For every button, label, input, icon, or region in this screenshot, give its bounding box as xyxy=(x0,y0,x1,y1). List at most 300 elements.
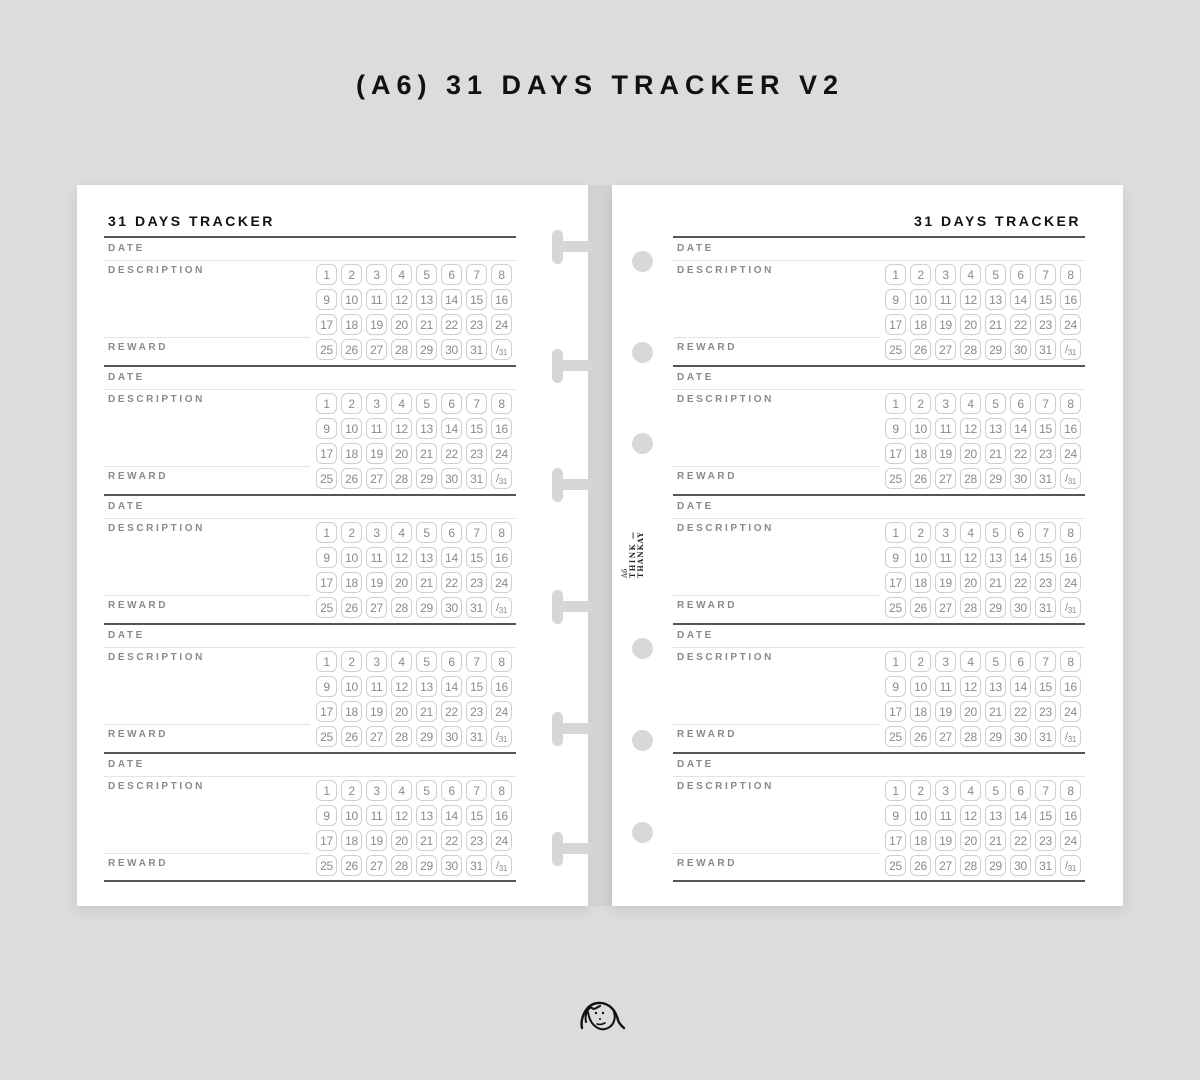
day-checkbox[interactable]: 8 xyxy=(491,393,512,414)
day-checkbox[interactable]: 20 xyxy=(391,572,412,593)
day-checkbox[interactable]: 26 xyxy=(910,726,931,747)
day-checkbox[interactable]: 20 xyxy=(960,443,981,464)
day-checkbox[interactable]: 7 xyxy=(466,522,487,543)
day-checkbox[interactable]: 15 xyxy=(1035,805,1056,826)
day-checkbox[interactable]: 24 xyxy=(491,443,512,464)
day-checkbox[interactable]: 16 xyxy=(1060,289,1081,310)
day-checkbox[interactable]: 27 xyxy=(935,855,956,876)
day-checkbox[interactable]: 5 xyxy=(985,393,1006,414)
day-checkbox[interactable]: 16 xyxy=(1060,805,1081,826)
day-checkbox[interactable]: 17 xyxy=(885,830,906,851)
day-checkbox[interactable]: 3 xyxy=(366,393,387,414)
day-checkbox[interactable]: 18 xyxy=(910,830,931,851)
day-checkbox[interactable]: 23 xyxy=(466,443,487,464)
day-checkbox[interactable]: 5 xyxy=(985,780,1006,801)
day-checkbox[interactable]: 3 xyxy=(935,393,956,414)
description-field-line[interactable] xyxy=(104,595,310,596)
day-checkbox[interactable]: 26 xyxy=(341,339,362,360)
day-checkbox[interactable]: 4 xyxy=(960,780,981,801)
day-checkbox[interactable]: 14 xyxy=(441,547,462,568)
day-checkbox[interactable]: 22 xyxy=(1010,830,1031,851)
day-checkbox[interactable]: 13 xyxy=(416,418,437,439)
day-checkbox[interactable]: 8 xyxy=(491,264,512,285)
day-checkbox[interactable]: 26 xyxy=(910,855,931,876)
day-checkbox[interactable]: 2 xyxy=(341,393,362,414)
day-checkbox[interactable]: 8 xyxy=(491,522,512,543)
day-checkbox[interactable]: 11 xyxy=(366,547,387,568)
day-checkbox[interactable]: 2 xyxy=(910,780,931,801)
description-field-line[interactable] xyxy=(673,853,879,854)
day-checkbox[interactable]: 29 xyxy=(985,468,1006,489)
day-checkbox[interactable]: 8 xyxy=(1060,393,1081,414)
day-checkbox[interactable]: 19 xyxy=(366,443,387,464)
day-checkbox[interactable]: 24 xyxy=(491,314,512,335)
day-checkbox[interactable]: 12 xyxy=(391,805,412,826)
day-checkbox[interactable]: 30 xyxy=(1010,468,1031,489)
description-field-line[interactable] xyxy=(673,466,879,467)
day-checkbox[interactable]: 26 xyxy=(341,855,362,876)
total-days-box[interactable] xyxy=(491,468,512,489)
day-checkbox[interactable]: 21 xyxy=(416,830,437,851)
date-field-line[interactable] xyxy=(104,776,516,777)
total-days-box[interactable] xyxy=(1060,855,1081,876)
day-checkbox[interactable]: 16 xyxy=(1060,418,1081,439)
day-checkbox[interactable]: 27 xyxy=(935,339,956,360)
day-checkbox[interactable]: 13 xyxy=(416,805,437,826)
day-checkbox[interactable]: 23 xyxy=(1035,572,1056,593)
date-field-line[interactable] xyxy=(673,260,1085,261)
day-checkbox[interactable]: 29 xyxy=(416,468,437,489)
total-days-box[interactable] xyxy=(491,726,512,747)
day-checkbox[interactable]: 25 xyxy=(316,726,337,747)
day-checkbox[interactable]: 26 xyxy=(910,339,931,360)
day-checkbox[interactable]: 31 xyxy=(1035,855,1056,876)
day-checkbox[interactable]: 21 xyxy=(985,701,1006,722)
day-checkbox[interactable]: 22 xyxy=(1010,572,1031,593)
day-checkbox[interactable]: 18 xyxy=(910,314,931,335)
day-checkbox[interactable]: 15 xyxy=(466,289,487,310)
day-checkbox[interactable]: 10 xyxy=(341,547,362,568)
day-checkbox[interactable]: 6 xyxy=(1010,522,1031,543)
day-checkbox[interactable]: 4 xyxy=(391,522,412,543)
day-checkbox[interactable]: 11 xyxy=(366,676,387,697)
day-checkbox[interactable]: 18 xyxy=(341,314,362,335)
date-field-line[interactable] xyxy=(104,647,516,648)
day-checkbox[interactable]: 17 xyxy=(316,443,337,464)
day-checkbox[interactable]: 2 xyxy=(910,651,931,672)
day-checkbox[interactable]: 15 xyxy=(1035,547,1056,568)
day-checkbox[interactable]: 8 xyxy=(491,651,512,672)
day-checkbox[interactable]: 17 xyxy=(316,314,337,335)
day-checkbox[interactable]: 14 xyxy=(1010,805,1031,826)
day-checkbox[interactable]: 31 xyxy=(466,468,487,489)
day-checkbox[interactable]: 19 xyxy=(366,830,387,851)
day-checkbox[interactable]: 12 xyxy=(391,418,412,439)
day-checkbox[interactable]: 3 xyxy=(935,651,956,672)
day-checkbox[interactable]: 10 xyxy=(341,676,362,697)
day-checkbox[interactable]: 17 xyxy=(885,443,906,464)
day-checkbox[interactable]: 15 xyxy=(466,547,487,568)
day-checkbox[interactable]: 21 xyxy=(416,701,437,722)
day-checkbox[interactable]: 20 xyxy=(391,830,412,851)
day-checkbox[interactable]: 18 xyxy=(341,830,362,851)
day-checkbox[interactable]: 9 xyxy=(885,418,906,439)
day-checkbox[interactable]: 19 xyxy=(935,572,956,593)
day-checkbox[interactable]: 27 xyxy=(366,855,387,876)
day-checkbox[interactable]: 13 xyxy=(985,676,1006,697)
day-checkbox[interactable]: 23 xyxy=(1035,830,1056,851)
day-checkbox[interactable]: 29 xyxy=(416,597,437,618)
day-checkbox[interactable]: 21 xyxy=(416,443,437,464)
day-checkbox[interactable]: 11 xyxy=(935,676,956,697)
day-checkbox[interactable]: 31 xyxy=(466,855,487,876)
day-checkbox[interactable]: 2 xyxy=(341,522,362,543)
day-checkbox[interactable]: 11 xyxy=(935,418,956,439)
day-checkbox[interactable]: 22 xyxy=(441,314,462,335)
day-checkbox[interactable]: 31 xyxy=(466,726,487,747)
day-checkbox[interactable]: 30 xyxy=(1010,855,1031,876)
day-checkbox[interactable]: 16 xyxy=(491,418,512,439)
day-checkbox[interactable]: 13 xyxy=(985,547,1006,568)
day-checkbox[interactable]: 9 xyxy=(885,676,906,697)
day-checkbox[interactable]: 11 xyxy=(935,805,956,826)
day-checkbox[interactable]: 1 xyxy=(885,780,906,801)
day-checkbox[interactable]: 23 xyxy=(1035,314,1056,335)
day-checkbox[interactable]: 1 xyxy=(885,393,906,414)
day-checkbox[interactable]: 12 xyxy=(960,676,981,697)
day-checkbox[interactable]: 10 xyxy=(341,805,362,826)
day-checkbox[interactable]: 12 xyxy=(960,805,981,826)
date-field-line[interactable] xyxy=(104,389,516,390)
day-checkbox[interactable]: 30 xyxy=(441,597,462,618)
day-checkbox[interactable]: 29 xyxy=(985,726,1006,747)
day-checkbox[interactable]: 31 xyxy=(466,597,487,618)
day-checkbox[interactable]: 24 xyxy=(491,701,512,722)
day-checkbox[interactable]: 31 xyxy=(1035,339,1056,360)
day-checkbox[interactable]: 17 xyxy=(885,701,906,722)
day-checkbox[interactable]: 26 xyxy=(341,468,362,489)
day-checkbox[interactable]: 28 xyxy=(960,726,981,747)
day-checkbox[interactable]: 19 xyxy=(935,314,956,335)
total-days-box[interactable] xyxy=(491,597,512,618)
day-checkbox[interactable]: 27 xyxy=(366,468,387,489)
day-checkbox[interactable]: 4 xyxy=(391,393,412,414)
day-checkbox[interactable]: 1 xyxy=(316,780,337,801)
day-checkbox[interactable]: 18 xyxy=(341,443,362,464)
day-checkbox[interactable]: 5 xyxy=(985,522,1006,543)
day-checkbox[interactable]: 25 xyxy=(885,339,906,360)
day-checkbox[interactable]: 16 xyxy=(491,547,512,568)
day-checkbox[interactable]: 24 xyxy=(491,572,512,593)
day-checkbox[interactable]: 6 xyxy=(441,393,462,414)
day-checkbox[interactable]: 22 xyxy=(441,572,462,593)
day-checkbox[interactable]: 16 xyxy=(491,676,512,697)
day-checkbox[interactable]: 23 xyxy=(466,830,487,851)
day-checkbox[interactable]: 25 xyxy=(885,597,906,618)
day-checkbox[interactable]: 20 xyxy=(391,443,412,464)
day-checkbox[interactable]: 8 xyxy=(491,780,512,801)
day-checkbox[interactable]: 16 xyxy=(491,805,512,826)
day-checkbox[interactable]: 3 xyxy=(935,264,956,285)
day-checkbox[interactable]: 9 xyxy=(316,289,337,310)
day-checkbox[interactable]: 30 xyxy=(1010,339,1031,360)
day-checkbox[interactable]: 20 xyxy=(960,314,981,335)
day-checkbox[interactable]: 17 xyxy=(885,572,906,593)
day-checkbox[interactable]: 3 xyxy=(935,780,956,801)
day-checkbox[interactable]: 2 xyxy=(341,651,362,672)
day-checkbox[interactable]: 15 xyxy=(1035,418,1056,439)
day-checkbox[interactable]: 21 xyxy=(985,443,1006,464)
total-days-box[interactable] xyxy=(1060,468,1081,489)
total-days-box[interactable] xyxy=(1060,597,1081,618)
day-checkbox[interactable]: 10 xyxy=(910,676,931,697)
day-checkbox[interactable]: 7 xyxy=(466,780,487,801)
day-checkbox[interactable]: 24 xyxy=(1060,443,1081,464)
day-checkbox[interactable]: 1 xyxy=(316,651,337,672)
day-checkbox[interactable]: 3 xyxy=(366,780,387,801)
day-checkbox[interactable]: 5 xyxy=(416,522,437,543)
day-checkbox[interactable]: 29 xyxy=(985,855,1006,876)
day-checkbox[interactable]: 24 xyxy=(491,830,512,851)
day-checkbox[interactable]: 30 xyxy=(441,855,462,876)
day-checkbox[interactable]: 20 xyxy=(391,701,412,722)
day-checkbox[interactable]: 5 xyxy=(416,393,437,414)
day-checkbox[interactable]: 10 xyxy=(910,418,931,439)
day-checkbox[interactable]: 13 xyxy=(985,805,1006,826)
day-checkbox[interactable]: 14 xyxy=(1010,418,1031,439)
day-checkbox[interactable]: 24 xyxy=(1060,572,1081,593)
day-checkbox[interactable]: 2 xyxy=(910,522,931,543)
day-checkbox[interactable]: 25 xyxy=(316,855,337,876)
description-field-line[interactable] xyxy=(673,724,879,725)
day-checkbox[interactable]: 4 xyxy=(960,264,981,285)
day-checkbox[interactable]: 28 xyxy=(960,855,981,876)
day-checkbox[interactable]: 28 xyxy=(391,339,412,360)
day-checkbox[interactable]: 3 xyxy=(366,522,387,543)
day-checkbox[interactable]: 14 xyxy=(1010,547,1031,568)
day-checkbox[interactable]: 4 xyxy=(391,651,412,672)
day-checkbox[interactable]: 4 xyxy=(960,522,981,543)
day-checkbox[interactable]: 7 xyxy=(1035,264,1056,285)
day-checkbox[interactable]: 3 xyxy=(935,522,956,543)
day-checkbox[interactable]: 17 xyxy=(885,314,906,335)
day-checkbox[interactable]: 24 xyxy=(1060,701,1081,722)
day-checkbox[interactable]: 27 xyxy=(366,339,387,360)
day-checkbox[interactable]: 27 xyxy=(366,726,387,747)
day-checkbox[interactable]: 18 xyxy=(910,572,931,593)
day-checkbox[interactable]: 14 xyxy=(1010,676,1031,697)
day-checkbox[interactable]: 9 xyxy=(316,676,337,697)
day-checkbox[interactable]: 8 xyxy=(1060,780,1081,801)
day-checkbox[interactable]: 11 xyxy=(366,805,387,826)
day-checkbox[interactable]: 23 xyxy=(466,572,487,593)
day-checkbox[interactable]: 8 xyxy=(1060,651,1081,672)
day-checkbox[interactable]: 6 xyxy=(441,264,462,285)
day-checkbox[interactable]: 21 xyxy=(416,572,437,593)
day-checkbox[interactable]: 23 xyxy=(1035,443,1056,464)
day-checkbox[interactable]: 11 xyxy=(935,289,956,310)
day-checkbox[interactable]: 6 xyxy=(441,780,462,801)
day-checkbox[interactable]: 26 xyxy=(910,468,931,489)
day-checkbox[interactable]: 27 xyxy=(935,597,956,618)
day-checkbox[interactable]: 12 xyxy=(391,676,412,697)
day-checkbox[interactable]: 7 xyxy=(1035,780,1056,801)
description-field-line[interactable] xyxy=(104,337,310,338)
day-checkbox[interactable]: 28 xyxy=(960,468,981,489)
day-checkbox[interactable]: 6 xyxy=(1010,651,1031,672)
day-checkbox[interactable]: 12 xyxy=(960,289,981,310)
day-checkbox[interactable]: 25 xyxy=(316,597,337,618)
day-checkbox[interactable]: 13 xyxy=(416,676,437,697)
day-checkbox[interactable]: 28 xyxy=(391,468,412,489)
day-checkbox[interactable]: 2 xyxy=(341,264,362,285)
day-checkbox[interactable]: 14 xyxy=(441,289,462,310)
day-checkbox[interactable]: 29 xyxy=(416,726,437,747)
day-checkbox[interactable]: 2 xyxy=(910,264,931,285)
day-checkbox[interactable]: 28 xyxy=(960,597,981,618)
total-days-box[interactable] xyxy=(1060,339,1081,360)
day-checkbox[interactable]: 1 xyxy=(885,264,906,285)
day-checkbox[interactable]: 15 xyxy=(1035,289,1056,310)
day-checkbox[interactable]: 19 xyxy=(366,701,387,722)
day-checkbox[interactable]: 22 xyxy=(1010,443,1031,464)
total-days-box[interactable] xyxy=(491,855,512,876)
day-checkbox[interactable]: 18 xyxy=(910,701,931,722)
total-days-box[interactable] xyxy=(1060,726,1081,747)
day-checkbox[interactable]: 4 xyxy=(391,780,412,801)
date-field-line[interactable] xyxy=(104,260,516,261)
day-checkbox[interactable]: 11 xyxy=(366,418,387,439)
day-checkbox[interactable]: 23 xyxy=(466,701,487,722)
day-checkbox[interactable]: 25 xyxy=(885,726,906,747)
day-checkbox[interactable]: 15 xyxy=(466,805,487,826)
day-checkbox[interactable]: 25 xyxy=(885,468,906,489)
day-checkbox[interactable]: 6 xyxy=(1010,393,1031,414)
day-checkbox[interactable]: 15 xyxy=(1035,676,1056,697)
date-field-line[interactable] xyxy=(673,647,1085,648)
day-checkbox[interactable]: 22 xyxy=(1010,314,1031,335)
day-checkbox[interactable]: 3 xyxy=(366,264,387,285)
day-checkbox[interactable]: 18 xyxy=(910,443,931,464)
day-checkbox[interactable]: 20 xyxy=(960,701,981,722)
day-checkbox[interactable]: 20 xyxy=(391,314,412,335)
day-checkbox[interactable]: 21 xyxy=(985,314,1006,335)
day-checkbox[interactable]: 28 xyxy=(391,726,412,747)
day-checkbox[interactable]: 11 xyxy=(366,289,387,310)
day-checkbox[interactable]: 2 xyxy=(910,393,931,414)
day-checkbox[interactable]: 9 xyxy=(885,547,906,568)
day-checkbox[interactable]: 29 xyxy=(985,597,1006,618)
day-checkbox[interactable]: 8 xyxy=(1060,522,1081,543)
day-checkbox[interactable]: 9 xyxy=(885,805,906,826)
day-checkbox[interactable]: 6 xyxy=(1010,780,1031,801)
day-checkbox[interactable]: 4 xyxy=(391,264,412,285)
day-checkbox[interactable]: 31 xyxy=(1035,468,1056,489)
day-checkbox[interactable]: 31 xyxy=(466,339,487,360)
day-checkbox[interactable]: 20 xyxy=(960,572,981,593)
day-checkbox[interactable]: 6 xyxy=(441,522,462,543)
day-checkbox[interactable]: 31 xyxy=(1035,726,1056,747)
day-checkbox[interactable]: 14 xyxy=(441,676,462,697)
day-checkbox[interactable]: 20 xyxy=(960,830,981,851)
day-checkbox[interactable]: 10 xyxy=(341,289,362,310)
day-checkbox[interactable]: 4 xyxy=(960,393,981,414)
day-checkbox[interactable]: 19 xyxy=(935,443,956,464)
day-checkbox[interactable]: 7 xyxy=(466,651,487,672)
day-checkbox[interactable]: 17 xyxy=(316,701,337,722)
day-checkbox[interactable]: 29 xyxy=(416,339,437,360)
day-checkbox[interactable]: 9 xyxy=(316,547,337,568)
day-checkbox[interactable]: 29 xyxy=(416,855,437,876)
description-field-line[interactable] xyxy=(673,337,879,338)
day-checkbox[interactable]: 27 xyxy=(935,468,956,489)
day-checkbox[interactable]: 19 xyxy=(935,830,956,851)
day-checkbox[interactable]: 25 xyxy=(316,468,337,489)
day-checkbox[interactable]: 25 xyxy=(316,339,337,360)
day-checkbox[interactable]: 22 xyxy=(441,701,462,722)
day-checkbox[interactable]: 27 xyxy=(366,597,387,618)
day-checkbox[interactable]: 7 xyxy=(466,393,487,414)
day-checkbox[interactable]: 26 xyxy=(341,597,362,618)
total-days-box[interactable] xyxy=(491,339,512,360)
day-checkbox[interactable]: 19 xyxy=(366,314,387,335)
day-checkbox[interactable]: 17 xyxy=(316,830,337,851)
day-checkbox[interactable]: 5 xyxy=(416,651,437,672)
day-checkbox[interactable]: 3 xyxy=(366,651,387,672)
date-field-line[interactable] xyxy=(673,389,1085,390)
day-checkbox[interactable]: 12 xyxy=(391,289,412,310)
day-checkbox[interactable]: 30 xyxy=(1010,597,1031,618)
day-checkbox[interactable]: 21 xyxy=(985,830,1006,851)
day-checkbox[interactable]: 30 xyxy=(441,339,462,360)
day-checkbox[interactable]: 10 xyxy=(341,418,362,439)
day-checkbox[interactable]: 30 xyxy=(441,726,462,747)
day-checkbox[interactable]: 13 xyxy=(416,289,437,310)
day-checkbox[interactable]: 4 xyxy=(960,651,981,672)
day-checkbox[interactable]: 19 xyxy=(366,572,387,593)
day-checkbox[interactable]: 22 xyxy=(441,443,462,464)
day-checkbox[interactable]: 27 xyxy=(935,726,956,747)
day-checkbox[interactable]: 1 xyxy=(316,393,337,414)
day-checkbox[interactable]: 23 xyxy=(466,314,487,335)
day-checkbox[interactable]: 13 xyxy=(985,289,1006,310)
day-checkbox[interactable]: 24 xyxy=(1060,830,1081,851)
day-checkbox[interactable]: 7 xyxy=(1035,651,1056,672)
day-checkbox[interactable]: 22 xyxy=(441,830,462,851)
day-checkbox[interactable]: 16 xyxy=(1060,547,1081,568)
day-checkbox[interactable]: 21 xyxy=(985,572,1006,593)
description-field-line[interactable] xyxy=(104,466,310,467)
day-checkbox[interactable]: 7 xyxy=(466,264,487,285)
day-checkbox[interactable]: 9 xyxy=(316,805,337,826)
day-checkbox[interactable]: 18 xyxy=(341,572,362,593)
date-field-line[interactable] xyxy=(104,518,516,519)
day-checkbox[interactable]: 24 xyxy=(1060,314,1081,335)
day-checkbox[interactable]: 6 xyxy=(1010,264,1031,285)
day-checkbox[interactable]: 29 xyxy=(985,339,1006,360)
day-checkbox[interactable]: 5 xyxy=(985,264,1006,285)
day-checkbox[interactable]: 1 xyxy=(316,264,337,285)
description-field-line[interactable] xyxy=(104,724,310,725)
day-checkbox[interactable]: 7 xyxy=(1035,393,1056,414)
day-checkbox[interactable]: 1 xyxy=(316,522,337,543)
day-checkbox[interactable]: 12 xyxy=(391,547,412,568)
day-checkbox[interactable]: 21 xyxy=(416,314,437,335)
day-checkbox[interactable]: 12 xyxy=(960,547,981,568)
day-checkbox[interactable]: 18 xyxy=(341,701,362,722)
day-checkbox[interactable]: 26 xyxy=(910,597,931,618)
day-checkbox[interactable]: 15 xyxy=(466,418,487,439)
